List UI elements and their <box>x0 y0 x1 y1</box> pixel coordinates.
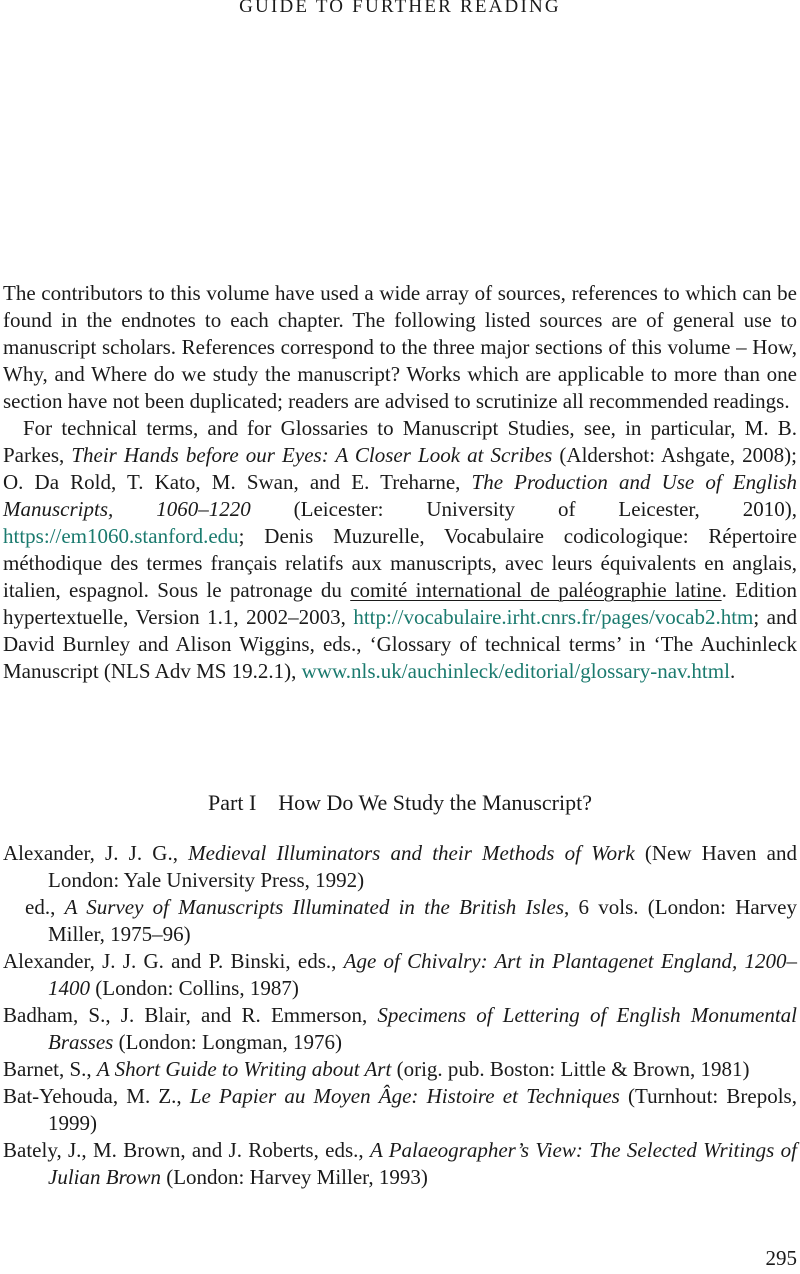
reference-list <box>3 840 797 1191</box>
text-segment: (Aldershot: Ashgate, 2008); O. Da Rold, T. Kato, M. Swan, and E. Treharne, <box>3 443 797 494</box>
running-header: GUIDE TO FURTHER READING <box>239 0 561 17</box>
ref-author: Barnet, S., <box>3 1057 97 1081</box>
reference-entry <box>3 840 797 894</box>
ref-details: (Turnhout: Brepols, 1999) <box>48 1084 797 1135</box>
book-title: Their Hands before our Eyes: A Closer Look at Scribes <box>71 443 553 467</box>
ref-details: (orig. pub. Boston: Little & Brown, 1981) <box>391 1057 750 1081</box>
page-number: 295 <box>765 1246 797 1270</box>
reference-entry <box>3 894 797 948</box>
auchinleck-link[interactable]: www.nls.uk/auchinleck/editorial/glossary-nav.html <box>301 659 730 683</box>
text-segment: For technical terms, and for Glossaries to Manuscript Studies, see, in particular, M. B. Parkes, <box>3 416 797 467</box>
reference-entry <box>3 1056 797 1083</box>
vocabulaire-link[interactable]: http://vocabulaire.irht.cnrs.fr/pages/vocab2.htm <box>353 605 754 629</box>
reference-entry <box>3 1137 797 1191</box>
ref-details: (London: Harvey Miller, 1993) <box>160 1165 428 1189</box>
text-segment: . <box>729 659 736 683</box>
ref-author: Alexander, J. J. G. and P. Binski, eds., <box>3 949 344 973</box>
reference-entry <box>3 948 797 1002</box>
text-segment: ; and David Burnley and Alison Wiggins, eds., ‘Glossary of technical terms’ in ‘The Auchinleck Manuscript (NLS Adv MS 19.2.1), <box>3 605 797 683</box>
book-title: The Production and Use of English Manuscripts, 1060–1220 <box>3 470 797 521</box>
ref-title: A Palaeographer’s View: The Selected Writings of Julian Brown <box>48 1138 797 1189</box>
ref-author: Badham, S., J. Blair, and R. Emmerson, <box>3 1003 378 1027</box>
ref-title: Age of Chivalry: Art in Plantagenet England, 1200–1400 <box>48 949 798 1000</box>
text-segment: . Edition hypertextuelle, Version 1.1, 2002–2003, <box>3 578 797 629</box>
ref-details: (London: Collins, 1987) <box>90 976 299 1000</box>
ref-title: Specimens of Lettering of English Monumental Brasses <box>48 1003 797 1054</box>
part-heading: Part I How Do We Study the Manuscript? <box>208 790 592 815</box>
em1060-link[interactable]: https://em1060.stanford.edu <box>3 524 239 548</box>
ref-title: Medieval Illuminators and their Methods of Work <box>188 841 635 865</box>
ref-title: A Survey of Manuscripts Illuminated in the British Isles <box>64 895 565 919</box>
ref-author: ed., <box>25 895 65 919</box>
ref-details: (London: Longman, 1976) <box>113 1030 342 1054</box>
ref-title: A Short Guide to Writing about Art <box>96 1057 392 1081</box>
glossary-paragraph <box>3 415 797 685</box>
ref-author: Alexander, J. J. G., <box>3 841 189 865</box>
reference-entry <box>3 1083 797 1137</box>
underlined-term: comité international de paléographie latine <box>350 578 722 602</box>
text-segment: (Leicester: University of Leicester, 2010), <box>250 497 797 521</box>
ref-details: , 6 vols. (London: Harvey Miller, 1975–96) <box>48 895 797 946</box>
ref-details: (New Haven and London: Yale University Press, 1992) <box>48 841 798 892</box>
ref-title: Le Papier au Moyen Âge: Histoire et Techniques <box>189 1084 620 1108</box>
text-segment: ; Denis Muzurelle, Vocabulaire codicologique: Répertoire méthodique des termes français relatifs aux manuscripts, avec leurs équivalents en anglais, italien, espagnol. Sous le patronage du <box>3 524 797 602</box>
ref-author: Bately, J., M. Brown, and J. Roberts, eds., <box>3 1138 370 1162</box>
intro-paragraph: The contributors to this volume have used a wide array of sources, references to which can be found in the endnotes to each chapter. The following listed sources are of general use to manuscript scholars. References correspond to the three major sections of this volume – How, Why, and Where do we study the manuscript? Works which are applicable to more than one section have not been duplicated; readers are advised to scrutinize all recommended readings. <box>3 281 797 413</box>
reference-entry <box>3 1002 797 1056</box>
intro-section <box>3 280 797 685</box>
ref-author: Bat-Yehouda, M. Z., <box>3 1084 190 1108</box>
